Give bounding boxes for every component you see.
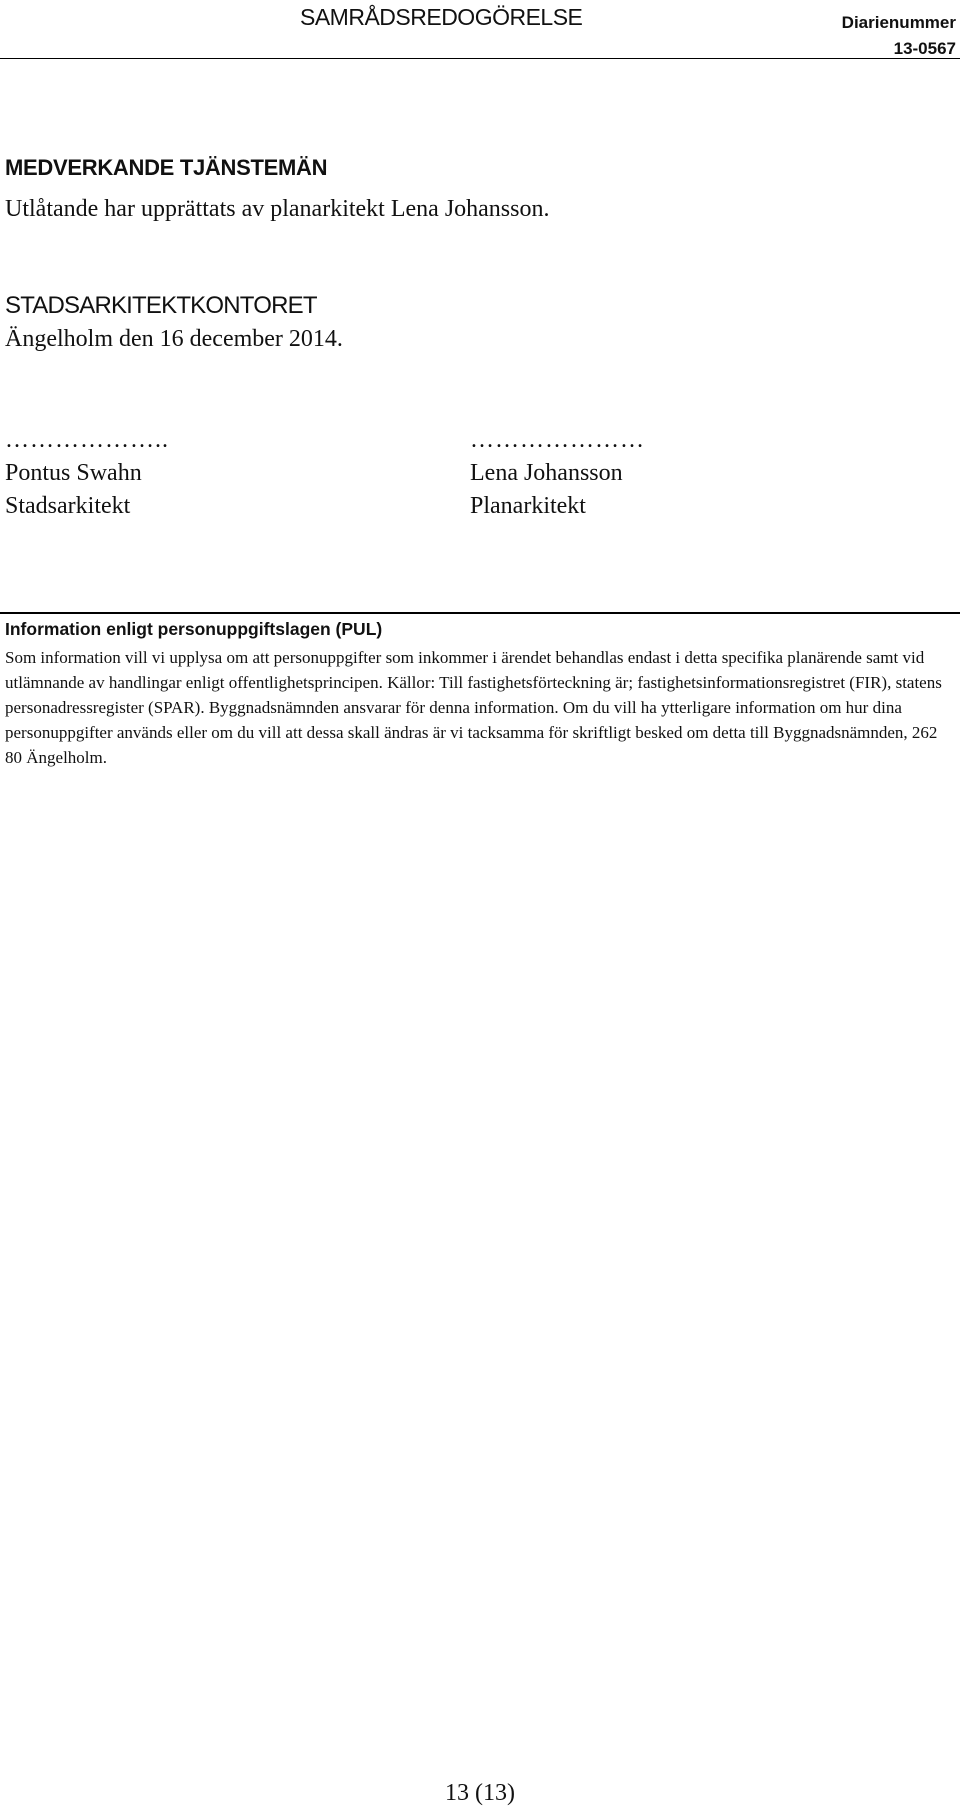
document-title: SAMRÅDSREDOGÖRELSE <box>300 4 583 30</box>
signatory-role: Stadsarkitekt <box>5 493 131 519</box>
dateline: Ängelholm den 16 december 2014. <box>5 326 343 352</box>
diarienummer-block <box>842 10 956 62</box>
section-divider <box>0 612 960 614</box>
pul-paragraph: Som information vill vi upplysa om att personuppgifter som inkommer i ärendet behandlas endast i detta specifika planärende samt vid utlämnande av handlingar enligt offentlighetsprincipen. Källor: Till fastighetsförteckning är; fastighetsinformationsregistret (FIR), statens personadressregister (SPAR). Byggnadsnämnden ansvarar för denna information. Om du vill ha ytterligare information om hur dina personuppgifter används eller om du vill att dessa skall ändras är vi tacksamma för skriftligt besked om detta till Byggnadsnämnden, 262 80 Ängelholm. <box>5 648 942 767</box>
signature-line: ………………… <box>470 427 645 453</box>
signature-block-planarkitekt <box>470 424 645 523</box>
signatory-role: Planarkitekt <box>470 493 586 519</box>
signature-line: ……………….. <box>5 427 169 453</box>
officials-text: Utlåtande har upprättats av planarkitekt Lena Johansson. <box>5 196 550 222</box>
page-number: 13 (13) <box>445 1780 515 1806</box>
pul-heading: Information enligt personuppgiftslagen (PUL) <box>5 619 383 639</box>
signatory-name: Pontus Swahn <box>5 460 142 486</box>
officials-heading: MEDVERKANDE TJÄNSTEMÄN <box>5 155 328 180</box>
page-header <box>0 0 960 59</box>
diarienummer-label: Diarienummer <box>841 13 956 32</box>
office-name: STADSARKITEKTKONTORET <box>5 292 317 319</box>
signatory-name: Lena Johansson <box>470 460 623 486</box>
diarienummer-value: 13-0567 <box>893 39 956 58</box>
signature-block-stadsarkitekt <box>5 424 169 523</box>
